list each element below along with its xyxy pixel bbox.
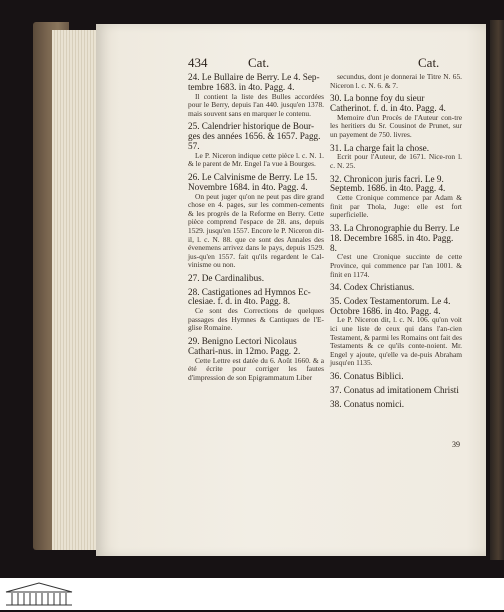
entry-note: Le P. Niceron indique cette pièce l. c. N. 1. & le parent de Mr. Engel l'a vue à Bourges. (188, 150, 324, 169)
entry-title: 26. Le Calvinisme de Berry. Le 15. Novembre 1684. in 4to. Pagg. 4. (188, 171, 318, 192)
entry-title: 31. La charge fait la chose. (330, 142, 430, 153)
right-column (330, 73, 462, 413)
entry-note: On peut juger qu'on ne peut pas dire grand chose en 4. pages, sur les commen-cements & les progrès de la Reforme en Berry. Cette pièce comprend l'espace de 28. ans, depuis 1529. jusqu'en 1557. Encore le P. Niceron dit- il, l. c. N. 88. que ce sont des Annales des évenemens arrivez dans le pays, depuis 1529. jus-qu'en 1557. fait qu'ils regardent le Cal-vinisme ou non. (188, 191, 324, 270)
page-number-footer: 39 (452, 440, 460, 449)
catalog-entry (330, 283, 462, 293)
library-building-icon (4, 581, 74, 612)
entry-title: 37. Conatus ad imitationem Christi (330, 384, 459, 395)
catalog-entry (330, 94, 462, 139)
catalog-entry (330, 224, 462, 279)
catalog-entry (188, 173, 324, 270)
entry-note: Ecrit pour l'Auteur, de 1671. Nice-ron l. c. N. 25. (330, 152, 462, 170)
entry-note: Cette Lettre est datée du 6. Août 1660. & a été écrite pour corriger les fautes d'impression de son Epigrammatum Liber (188, 355, 324, 382)
catalog-entry (188, 73, 324, 118)
entry-title: 30. La bonne foy du sieur Catherinot. f. d. in 4to. Pagg. 4. (330, 93, 446, 113)
entry-note: Ce sont des Corrections de quelques passages des Hymnes & Cantiques de l'E-glise Romaine. (188, 306, 324, 333)
entry-title: 25. Calendrier historique de Bour-ges des années 1656. & 1657. Pagg. 57. (188, 121, 321, 151)
catalog-entry (330, 400, 462, 410)
entry-title: 32. Chronicon juris facri. Le 9. Septemb. 1686. in 4to. Pagg. 4. (330, 173, 446, 194)
entry-title: 34. Codex Christianus. (330, 282, 415, 293)
catalog-entry (188, 274, 324, 284)
catalog-entry (330, 73, 462, 90)
book-spine-right (490, 20, 504, 560)
catalog-entry (330, 386, 462, 396)
entry-title: 28. Castigationes ad Hymnos Ec-clesiae. f. d. in 4to. Pagg. 8. (188, 286, 311, 307)
entry-note: secundus, dont je donnerai le Titre N. 65. Niceron l. c. N. 6. & 7. (330, 72, 462, 90)
catalog-entry (330, 144, 462, 171)
entry-note: Il contient la liste des Bulles accordées pour le Berry, depuis l'an 440. jusqu'en 1378. mais souvent sans en marquer le contenu. (188, 91, 324, 118)
entry-note: Cette Cronique commence par Adam & finit par Thola, Juge: elle est fort superficielle. (330, 193, 462, 220)
catalog-entry (188, 337, 324, 382)
catalog-entry (188, 288, 324, 333)
entry-title: 24. Le Bullaire de Berry. Le 4. Sep-tembre 1683. in 4to. Pagg. 4. (188, 72, 320, 92)
catalog-entry (330, 175, 462, 220)
entry-note: C'est une Cronique succinte de cette Province, qui commence par l'an 1001. & finit en 1174. (330, 252, 462, 279)
entry-title: 35. Codex Testamentorum. Le 4. Octobre 1686. in 4to. Pagg. 4. (330, 295, 451, 316)
running-head-right: Cat. (418, 55, 440, 70)
entry-note: Le P. Niceron dit, l. c. N. 106. qu'on voit ici une liste de ceux qui dans l'an-cien Testament, & parmi les Romains ont fait des Testaments & ce qu'ils conte-noient. Mr. Engel y ajoute, qu'elle va de-puis Abraham jusqu'en 1135. (330, 315, 462, 368)
running-head-left: Cat. (248, 55, 270, 70)
entry-title: 38. Conatus nomici. (330, 398, 405, 409)
entry-title: 27. De Cardinalibus. (188, 272, 265, 283)
catalog-entry (330, 297, 462, 368)
entry-title: 36. Conatus Biblici. (330, 371, 404, 382)
entry-title: 33. La Chronographie du Berry. Le 18. Decembre 1685. in 4to. Pagg. 8. (330, 222, 460, 253)
entry-title: 29. Benigno Lectori Nicolaus Cathari-nus. in 12mo. Pagg. 2. (188, 336, 301, 356)
page-edges (52, 30, 102, 550)
left-column (188, 73, 324, 386)
footer-bar (0, 578, 504, 610)
page-number-header: 434 (188, 55, 208, 70)
entry-note: Memoire d'un Procès de l'Auteur con-tre les heritiers du Sr. Cousinot de Prunet, sur un payement de 750. livres. (330, 112, 462, 139)
catalog-entry (188, 122, 324, 169)
catalog-entry (330, 372, 462, 382)
